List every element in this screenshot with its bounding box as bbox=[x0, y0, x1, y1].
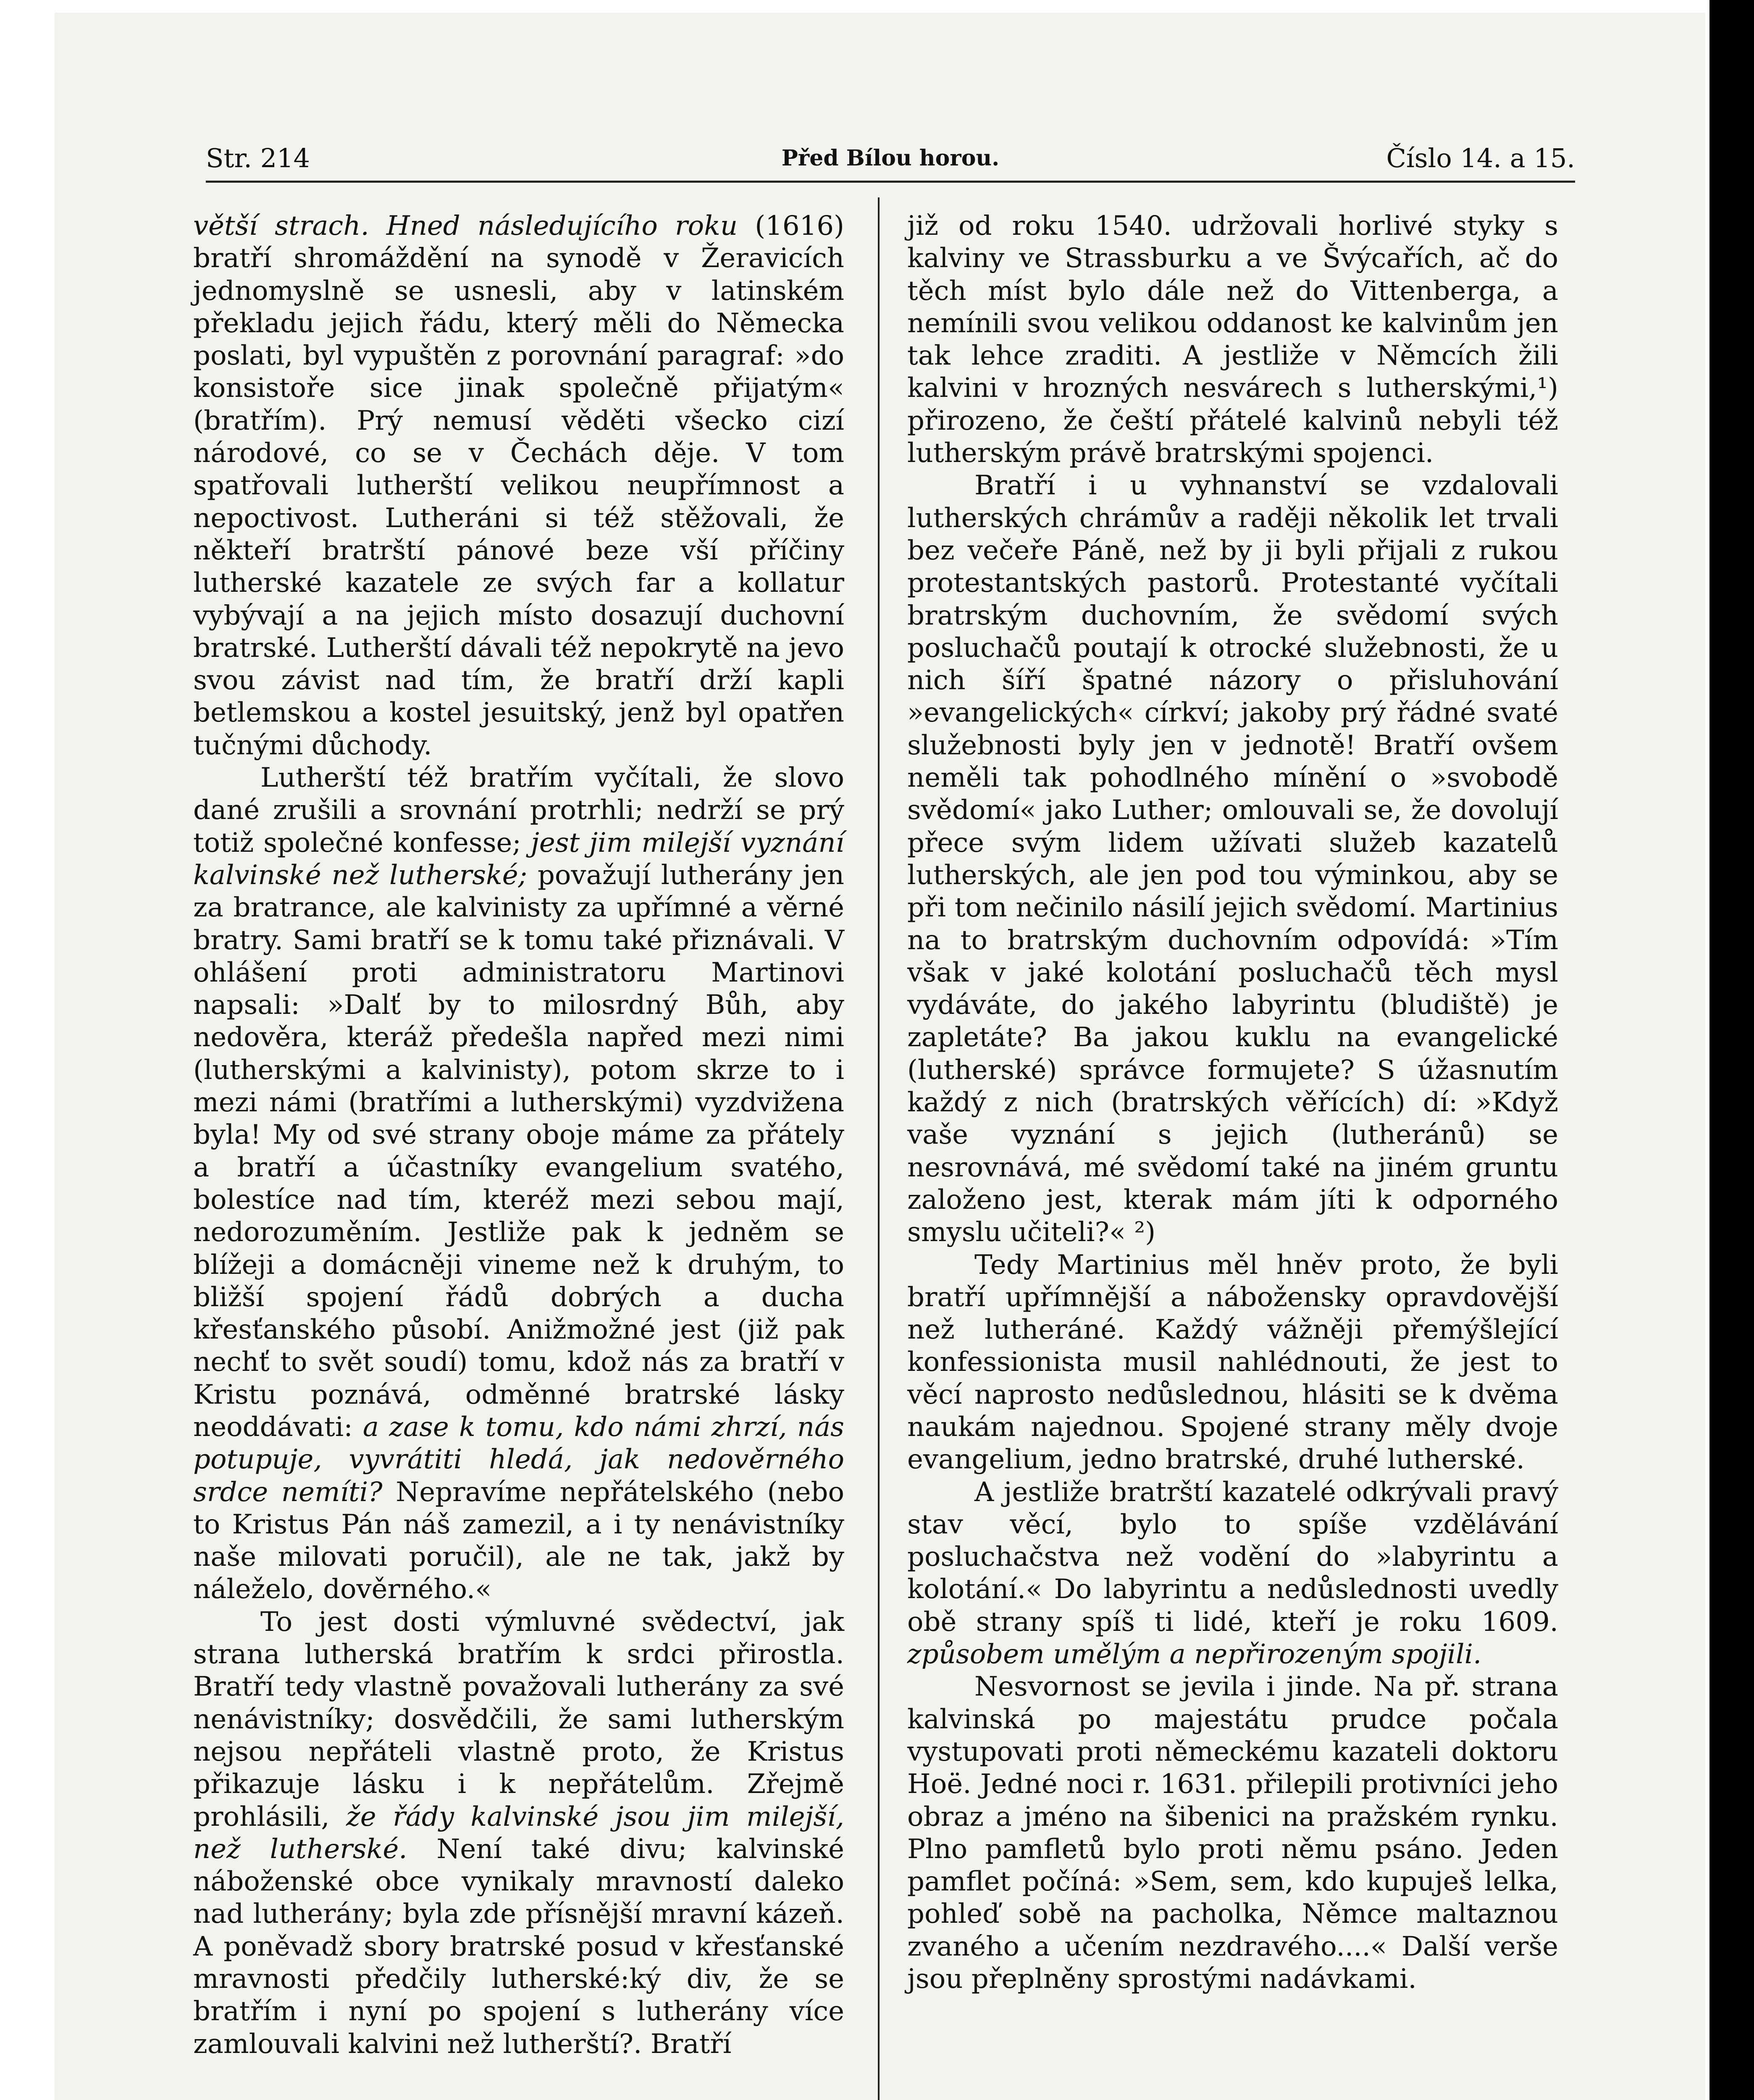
paragraph bbox=[907, 1671, 1558, 1995]
text-run: To jest dosti výmluvné svědectví, jak strana lutherská bratřím k srdci přirostla. Bratří tedy vlastně považovali lutherány za své nenávistníky; dosvědčili, že sami lutherským nejsou nepřáteli vlastně proto, že Kristus přikazuje lásku i k nepřátelům. Zřejmě prohlásili, bbox=[193, 1606, 844, 1832]
page-number: Str. 214 bbox=[206, 143, 310, 173]
emphasis-text: a zase k tomu, kdo námi zhrzí, nás potupuje, vyvrátiti hledá, jak nedověrného srdce nemíti? bbox=[193, 1411, 845, 1508]
text-run: Nepravíme nepřátelského (nebo to Kristus Pán náš zamezil, a i ty nenávistníky naše milovati poručil), ale ne tak, jakž by náleželo, dověrného.« bbox=[193, 1476, 845, 1605]
emphasis-text: větší strach. Hned následujícího roku bbox=[193, 210, 738, 242]
text-run: (1616) bratří shromáždění na synodě v Žeravicích jednomyslně se usnesli, aby v latinském překladu jejich řádu, který měli do Německa poslati, byl vypuštěn z porovnání paragraf: »do konsistoře sice jinak společně přijatým« (bratřím). Prý nemusí věděti všecko cizí národové, co se v Čechách děje. V tom spatřovali lutherští velikou neupřímnost a nepoctivost. Lutheráni si též stěžovali, že někteří bratrští pánové beze vší příčiny lutherské kazatele ze svých far a kollatur vybývají a na jejich místo dosazují duchovní bratrské. Lutherští dávali též nepokrytě na jevo svou závist nad tím, že bratří drží kapli betlemskou a kostel jesuitský, jenž byl opatřen tučnými důchody. bbox=[193, 210, 845, 761]
left-column bbox=[193, 210, 844, 2061]
running-header bbox=[206, 143, 1575, 183]
text-run: Lutherští též bratřím vyčítali, že slovo dané zrušili a srovnání protrhli; nedrží se prý totiž společné konfesse; bbox=[193, 762, 844, 858]
paragraph bbox=[907, 470, 1558, 1249]
text-run: A jestliže bratrští kazatelé odkrývali pravý stav věcí, bylo to spíše vzdělávání posluchačstva než vodění do »labyrintu a kolotání.« Do labyrintu a nedůslednosti uvedly obě strany spíš ti lidé, kteří je roku 1609. bbox=[907, 1476, 1558, 1638]
text-run: Není také divu; kalvinské náboženské obce vynikaly mravností daleko nad lutherány; byla zde přísnější mravní kázeň. A poněvadž sbory bratrské posud v křesťanské mravnosti předčily lutherské:ký div, že se bratřím i nyní po spojení s lutherány více zamlouvali kalvini než lutherští?. Bratří bbox=[193, 1833, 845, 2060]
text-run: již od roku 1540. udržovali horlivé styky s kalviny ve Strassburku a ve Švýcařích, ač do těch míst bylo dále než do Vittenberga, a nemínili svou velikou oddanost ke kalvinům jen tak lehce zraditi. A jestliže v Němcích žili kalvini v hrozných nesvárech s lutherskými,¹) přirozeno, že čeští přátelé kalvinů nebyli též lutherským právě bratrskými spojenci. bbox=[907, 210, 1558, 469]
running-title: Před Bílou horou. bbox=[781, 145, 1000, 171]
paragraph bbox=[907, 210, 1558, 470]
paragraph bbox=[907, 1249, 1558, 1476]
issue-number: Číslo 14. a 15. bbox=[1386, 143, 1575, 173]
paragraph bbox=[907, 1476, 1558, 1671]
paragraph bbox=[193, 210, 844, 762]
paragraph bbox=[193, 762, 844, 1606]
text-run: Tedy Martinius měl hněv proto, že byli bratří upřímnější a nábožensky opravdovější než lutheráné. Každý vážněji přemýšlející konfessionista musil nahlédnouti, že jest to věcí naprosto nedůslednou, hlásiti se k dvěma naukám najednou. Spojené strany měly dvoje evangelium, jedno bratrské, druhé lutherské. bbox=[907, 1249, 1558, 1475]
emphasis-text: že řády kalvinské jsou jim milejší, než lutherské. bbox=[193, 1801, 844, 1865]
emphasis-text: jest jim milejší vyznání kalvinské než lutherské; bbox=[193, 827, 844, 891]
text-run: považují lutherány jen za bratrance, ale kalvinisty za upřímné a věrné bratry. Sami bratří se k tomu také přiznávali. V ohlášení proti administratoru Martinovi napsali: »Dalť by to milosrdný Bůh, aby nedověra, kteráž předešla napřed mezi nimi (lutherskými a kalvinisty), potom skrze to i mezi námi (bratřími a lutherskými) vyzdvižena byla! My od své strany oboje máme za přátely a bratří a účastníky evangelium svatého, bolestíce nad tím, kteréž mezi sebou mají, nedorozuměním. Jestliže pak k jedněm se blížeji a domácněji vineme než k druhým, to bližší spojení řádů dobrých a ducha křesťanského působí. Anižmožné jest (již pak nechť to svět soudí) tomu, kdož nás za bratří v Kristu poznává, odměnné bratrské lásky neoddávati: bbox=[193, 859, 845, 1443]
right-column bbox=[907, 210, 1558, 1995]
scan-border-right bbox=[1709, 0, 1754, 2100]
paragraph bbox=[193, 1606, 844, 2061]
emphasis-text: způsobem umělým a nepřirozeným spojili. bbox=[907, 1639, 1482, 1670]
column-divider bbox=[878, 197, 880, 2100]
text-run: Nesvornost se jevila i jinde. Na př. strana kalvinská po majestátu prudce počala vystupovati proti německému kazateli doktoru Hoë. Jedné noci r. 1631. přilepili protivníci jeho obraz a jméno na šibenici na pražském rynku. Plno pamfletů bylo proti němu psáno. Jeden pamflet počíná: »Sem, sem, kdo kupuješ lelka, pohleď sobě na pacholka, Němce maltaznou zvaného a učením nezdravého....« Další verše jsou přeplněny sprostými nadávkami. bbox=[907, 1671, 1558, 1995]
text-run: Bratří i u vyhnanství se vzdalovali lutherských chrámův a raději několik let trvali bez večeře Páně, než by ji byli přijali z rukou protestantských pastorů. Protestanté vyčítali bratrským duchovním, že svědomí svých posluchačů poutají k otrocké služebnosti, že u nich šíří špatné názory o přisluhování »evangelických« církví; jakoby prý řádné svaté služebnosti byly jen v jednotě! Bratří ovšem neměli tak pohodlného mínění o »svobodě svědomí« jako Luther; omlouvali se, že dovolují přece svým lidem užívati služeb kazatelů lutherských, ale jen pod tou výminkou, aby se při tom nečinilo násilí jejich svědomí. Martinius na to bratrským duchovním odpovídá: »Tím však v jaké kolotání posluchačů těch mysl vydáváte, do jakého labyrintu (bludiště) je zapletáte? Ba jakou kuklu na evangelické (lutherské) správce formujete? S úžasnutím každý z nich (bratrských věřících) dí: »Když vaše vyznání s jejich (lutheránů) se nesrovnává, mé svědomí také na jiném gruntu založeno jest, kterak mám jíti k odporného smyslu učiteli?« ²) bbox=[907, 470, 1558, 1248]
